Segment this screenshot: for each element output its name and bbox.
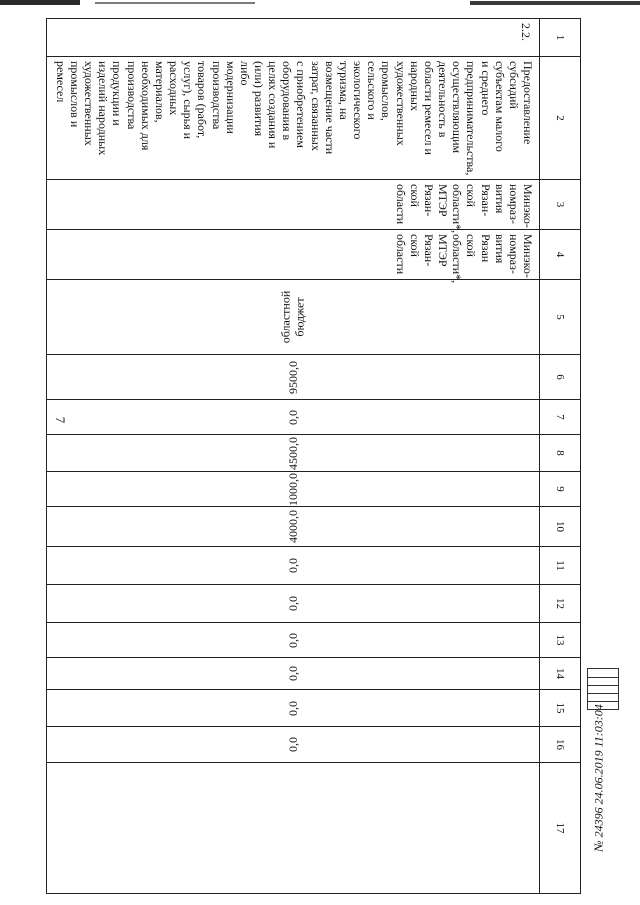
column-header: 8 bbox=[540, 435, 581, 472]
value-text: 4500,0 bbox=[285, 436, 300, 470]
rotated-table bbox=[46, 18, 581, 893]
column-header: 4 bbox=[540, 230, 581, 280]
value-text: 0,0 bbox=[285, 596, 300, 611]
page-number: 7 bbox=[53, 416, 68, 424]
column-header: 7 bbox=[540, 400, 581, 435]
row-value bbox=[47, 727, 540, 763]
row-participant: Минэко- номраз- вития Рязан ской области*, МТЭР Рязан- ской области bbox=[47, 230, 540, 280]
column-header: 15 bbox=[540, 690, 581, 727]
value-text: 0,0 bbox=[285, 666, 300, 681]
column-header: 14 bbox=[540, 658, 581, 690]
row-value bbox=[47, 690, 540, 727]
column-header: 11 bbox=[540, 547, 581, 585]
row-value bbox=[47, 435, 540, 472]
scan-edge bbox=[0, 0, 640, 10]
table-row bbox=[47, 19, 540, 894]
row-value bbox=[47, 658, 540, 690]
row-description: Предоставление субсидий субъектам малого и среднего предпринимательства, осуществляющим деятельность в области ремесел и народных художественных промыслов, сельского и экологического туризма, на возмещение части затрат, связанных с приобретением оборудования в целях создания и (или) развития либо модернизации производства товаров (работ, услуг), сырья и расходных материалов, необходимых для производства продукции и изделий народных художественных промыслов и ремесел bbox=[47, 57, 540, 180]
row-number: 2.2. bbox=[47, 19, 540, 57]
column-header: 5 bbox=[540, 280, 581, 355]
row-value bbox=[47, 472, 540, 507]
value-text: 0,0 bbox=[285, 737, 300, 752]
row-value bbox=[47, 623, 540, 658]
row-value bbox=[47, 507, 540, 547]
column-header: 2 bbox=[540, 57, 581, 180]
column-header: 9 bbox=[540, 472, 581, 507]
value-text: 9500,0 bbox=[285, 360, 300, 394]
registration-stamp bbox=[583, 668, 621, 878]
registration-stamp-text: № 24396 24.06.2019 11:03:04 bbox=[591, 704, 606, 852]
column-header: 3 bbox=[540, 180, 581, 230]
column-header: 17 bbox=[540, 763, 581, 894]
funding-source-text: областной бюджет bbox=[278, 290, 307, 344]
row-value bbox=[47, 547, 540, 585]
column-header: 13 bbox=[540, 623, 581, 658]
column-header: 6 bbox=[540, 355, 581, 400]
value-text: 1000,0 bbox=[285, 472, 300, 506]
column-header: 12 bbox=[540, 585, 581, 623]
value-text: 4000,0 bbox=[285, 510, 300, 543]
row-value bbox=[47, 585, 540, 623]
column-header: 1 bbox=[540, 19, 581, 57]
value-text: 0,0 bbox=[285, 700, 300, 716]
column-header: 10 bbox=[540, 507, 581, 547]
value-text: 0,0 bbox=[285, 558, 300, 573]
row-responsible-executor: Минэко- номраз- вития Рязан- ской области*, МТЭР Рязан- ской области bbox=[47, 180, 540, 230]
header-row bbox=[540, 19, 581, 894]
column-header: 16 bbox=[540, 727, 581, 763]
row-note bbox=[47, 763, 540, 894]
value-text: 0,0 bbox=[285, 632, 300, 648]
data-table bbox=[46, 18, 581, 894]
row-funding-source bbox=[47, 280, 540, 355]
row-value bbox=[47, 355, 540, 400]
row-value bbox=[47, 400, 540, 435]
value-text: 0,0 bbox=[285, 409, 300, 425]
